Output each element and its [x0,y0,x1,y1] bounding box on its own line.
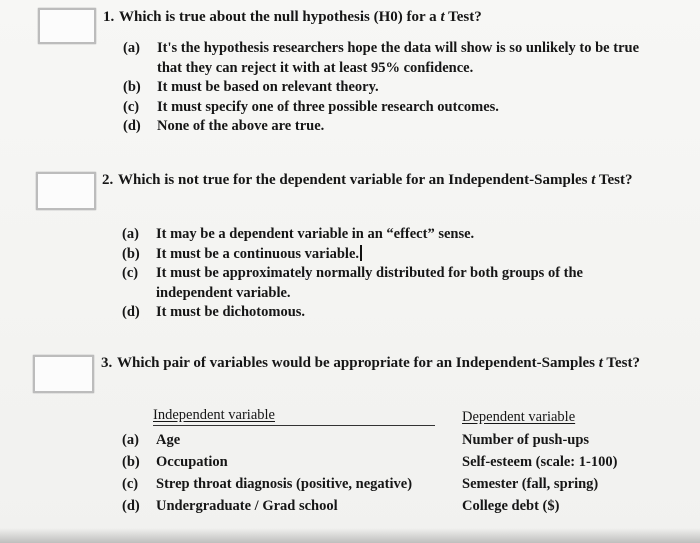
question-stem: Which is true about the null hypothesis (H0) for a t Test? [119,9,482,25]
option-q2-a[interactable]: (a) It may be a dependent variable in an “effect” sense. [122,226,475,242]
q3-options-table [122,429,662,517]
text-cursor [360,245,362,261]
option-q2-d[interactable]: (d) It must be dichotomous. [122,304,306,320]
option-q2-b[interactable]: (b) It must be a continuous variable. [122,245,632,265]
option-q1-d[interactable]: (d) None of the above are true. [123,118,325,134]
question-number: 1. [103,9,115,25]
option-q2-c[interactable]: (c) It must be approximately normally distributed for both groups of the independent variable. [122,265,583,301]
question-stem: Which is not true for the dependent variable for an Independent-Samples t Test? [118,172,633,188]
option-q3-a[interactable]: (a) Age Number of push-ups [122,432,590,448]
page-edge-shadow [0,528,700,543]
dependent-header: Dependent variable [462,409,576,425]
question-stem: Which pair of variables would be appropriate for an Independent-Samples t Test? [117,355,641,371]
independent-header: Independent variable [153,407,275,423]
option-q3-d[interactable]: (d) Undergraduate / Grad school College debt ($) [122,498,560,514]
option-q1-c[interactable]: (c) It must specify one of three possible research outcomes. [123,98,499,115]
header-underline [153,425,435,426]
question-number: 2. [102,172,114,188]
option-q1-a[interactable]: (a) It's the hypothesis researchers hope the data will show is so unlikely to be true that they can reject it with at least 95% confidence. [123,40,640,76]
option-q3-c[interactable]: (c) Strep throat diagnosis (positive, negative) Semester (fall, spring) [122,476,599,492]
option-q1-b[interactable]: (b) It must be based on relevant theory. [123,79,379,95]
option-q3-b[interactable]: (b) Occupation Self-esteem (scale: 1-100) [122,454,618,470]
options-q1 [123,39,663,137]
answer-box-q2[interactable] [36,172,96,210]
answer-box-q1[interactable] [38,8,96,44]
answer-box-q3[interactable] [33,355,94,393]
options-q2 [122,225,632,323]
question-number: 3. [101,355,113,371]
